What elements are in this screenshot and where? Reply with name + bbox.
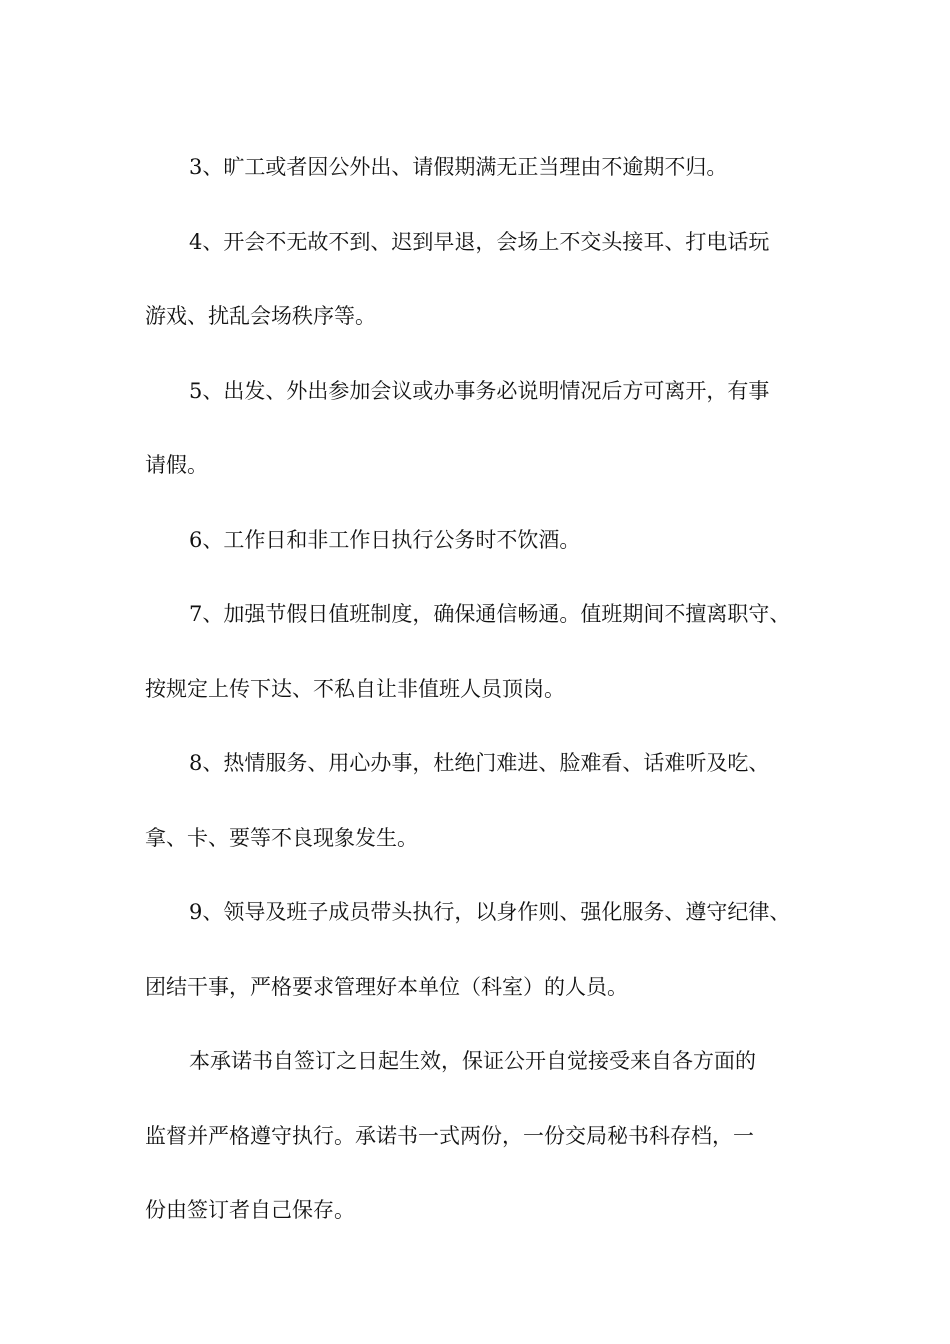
text-line-4: 5、出发、外出参加会议或办事务必说明情况后方可离开，有事 [189, 378, 770, 403]
text-line-1: 3、旷工或者因公外出、请假期满无正当理由不逾期不归。 [189, 155, 728, 179]
text-line-5: 请假。 [145, 453, 208, 477]
document-body [145, 130, 815, 1248]
text-line-14: 监督并严格遵守执行。承诺书一式两份，一份交局秘书科存档，一 [145, 1123, 754, 1148]
text-line-13: 本承诺书自签订之日起生效，保证公开自觉接受来自各方面的 [189, 1049, 756, 1073]
text-line-10: 拿、卡、要等不良现象发生。 [145, 825, 418, 850]
text-line-7: 7、加强节假日值班制度，确保通信畅通。值班期间不擅离职守、 [189, 602, 791, 626]
text-line-11: 9、领导及班子成员带头执行，以身作则、强化服务、遵守纪律、 [189, 900, 791, 924]
text-line-6: 6、工作日和非工作日执行公务时不饮酒。 [189, 527, 581, 552]
text-line-15: 份由签订者自己保存。 [145, 1198, 355, 1222]
text-line-8: 按规定上传下达、不私自让非值班人员顶岗。 [145, 676, 565, 701]
text-line-9: 8、热情服务、用心办事，杜绝门难进、脸难看、话难听及吃、 [189, 751, 770, 775]
text-line-3: 游戏、扰乱会场秩序等。 [145, 304, 376, 328]
text-line-2: 4、开会不无故不到、迟到早退，会场上不交头接耳、打电话玩 [189, 229, 770, 254]
text-line-12: 团结干事，严格要求管理好本单位（科室）的人员。 [145, 974, 628, 999]
